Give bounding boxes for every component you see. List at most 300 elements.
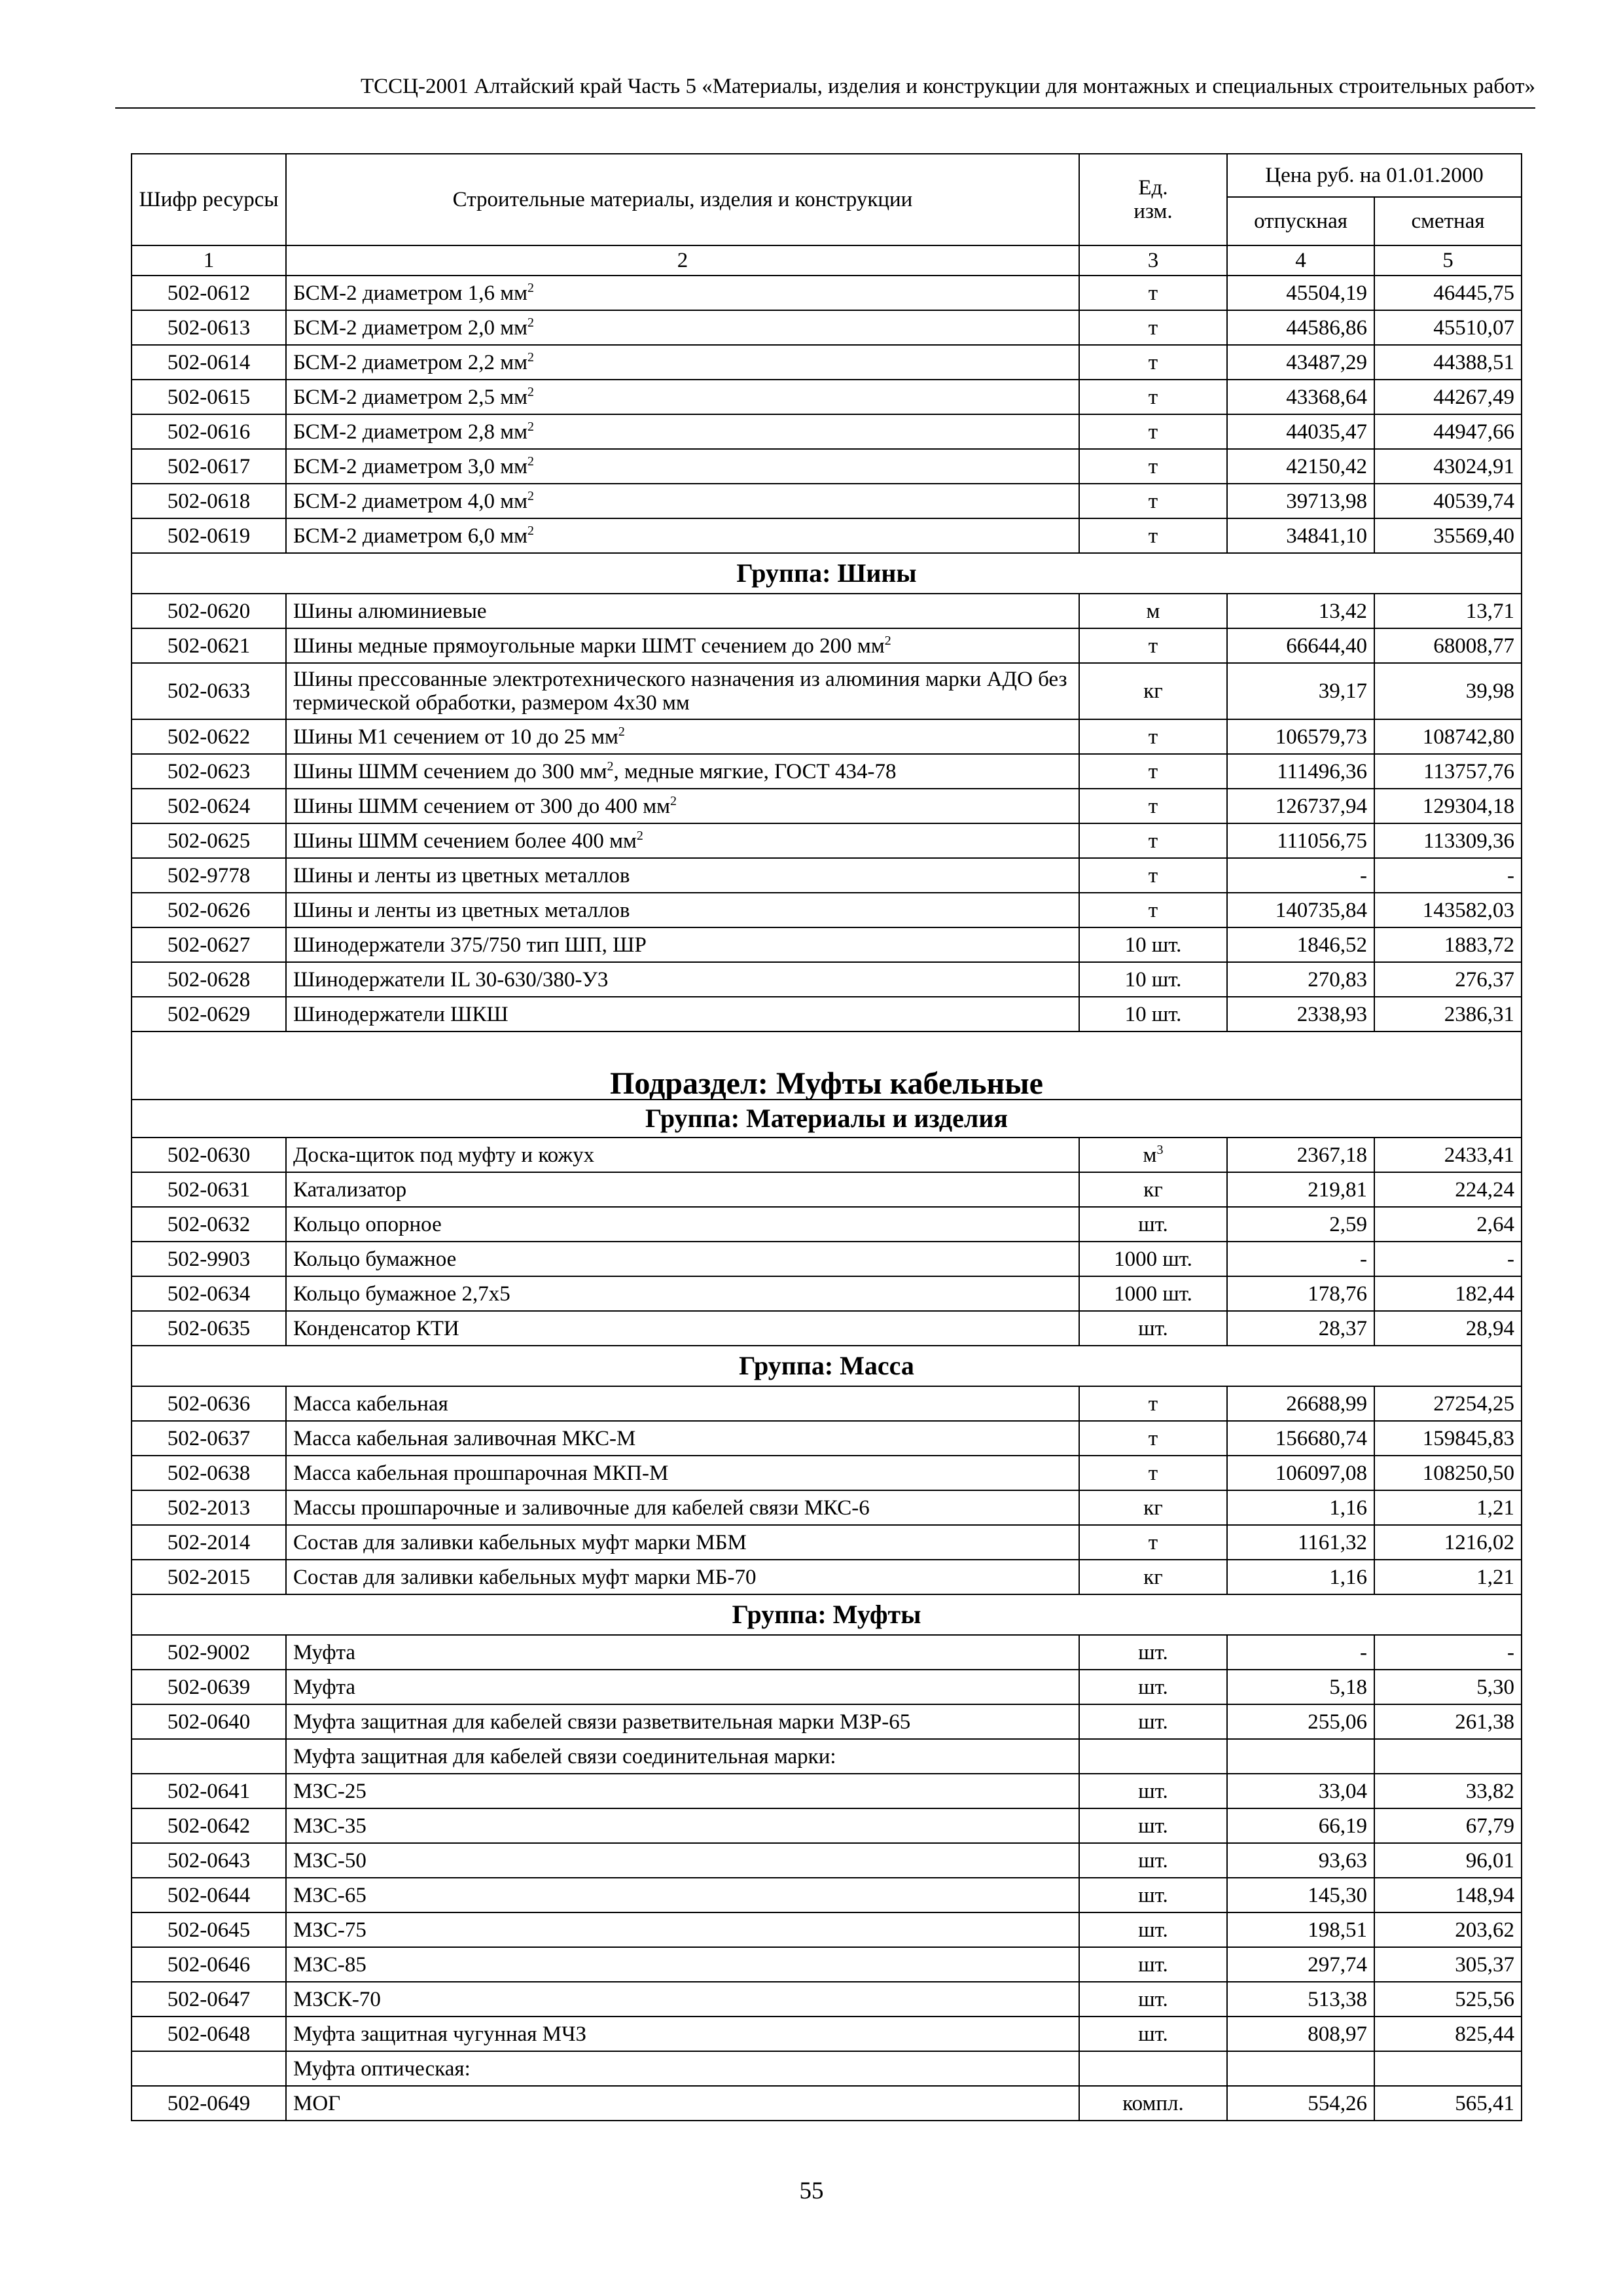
estimate-price: 113309,36 [1374,823,1522,858]
table-row [132,823,1522,858]
unit [1079,1276,1227,1311]
material-name-text: Муфта защитная для кабелей связи разветвительная марки МЗР-65 [293,1710,911,1734]
material-name-text: Шины и ленты из цветных металлов [293,863,630,888]
superscript: 2 [527,280,535,295]
table-row [132,1670,1522,1704]
estimate-price: 1216,02 [1374,1525,1522,1560]
unit [1079,789,1227,823]
resource-code: 502-0640 [132,1704,286,1739]
release-price: 2338,93 [1227,997,1374,1031]
release-price: 43368,64 [1227,380,1374,414]
material-name [286,1878,1079,1912]
material-name [286,893,1079,927]
table-row [132,1456,1522,1490]
table-row [132,1276,1522,1311]
resource-code: 502-0645 [132,1912,286,1947]
unit-text: 10 шт. [1124,933,1182,957]
unit [1079,380,1227,414]
resource-code: 502-0626 [132,893,286,927]
material-name-text: Шины ШММ сечением более 400 мм [293,829,637,853]
material-name [286,1739,1079,1774]
resource-code: 502-0647 [132,1982,286,2017]
unit-text: шт. [1138,1918,1168,1942]
unit-text: т [1148,1426,1158,1450]
material-name [286,1276,1079,1311]
resource-code: 502-0639 [132,1670,286,1704]
resource-code: 502-0634 [132,1276,286,1311]
unit [1079,1739,1227,1774]
table-row [132,1490,1522,1525]
estimate-price: - [1374,858,1522,893]
resource-code: 502-0615 [132,380,286,414]
table-row [132,276,1522,310]
unit-text: т [1148,1461,1158,1485]
resource-code: 502-2014 [132,1525,286,1560]
unit-text: т [1148,420,1158,444]
estimate-price: 261,38 [1374,1704,1522,1739]
material-name [286,1456,1079,1490]
table-row [132,1808,1522,1843]
unit-text: м [1146,599,1160,623]
table-row [132,1947,1522,1982]
resource-code: 502-0619 [132,518,286,553]
estimate-price: 143582,03 [1374,893,1522,927]
unit [1079,1774,1227,1808]
resource-code: 502-0624 [132,789,286,823]
estimate-price: 525,56 [1374,1982,1522,2017]
unit [1079,927,1227,962]
material-name-text: Состав для заливки кабельных муфт марки МБ-70 [293,1565,757,1589]
table-row [132,628,1522,663]
estimate-price: 159845,83 [1374,1421,1522,1456]
group-title: Группа: Масса [132,1346,1522,1386]
unit [1079,628,1227,663]
material-name-text: Шинодержатели ШКШ [293,1002,508,1026]
estimate-price: 44267,49 [1374,380,1522,414]
unit-text: шт. [1138,1710,1168,1734]
material-name-text: МЗС-35 [293,1814,366,1838]
unit [1079,1456,1227,1490]
estimate-price: 108250,50 [1374,1456,1522,1490]
estimate-price: 1,21 [1374,1490,1522,1525]
material-name [286,927,1079,962]
material-name-text: Шинодержатели IL 30-630/380-У3 [293,967,609,992]
material-name [286,449,1079,484]
unit [1079,1635,1227,1670]
material-name [286,628,1079,663]
group-heading-row [132,553,1522,594]
material-name [286,310,1079,345]
resource-code: 502-0638 [132,1456,286,1490]
release-price [1227,2051,1374,2086]
material-name-text: Состав для заливки кабельных муфт марки МБМ [293,1530,747,1554]
column-number: 2 [286,245,1079,276]
material-name [286,1843,1079,1878]
release-price: 198,51 [1227,1912,1374,1947]
table-row [132,962,1522,997]
estimate-price: 129304,18 [1374,789,1522,823]
material-name [286,1774,1079,1808]
header-price: Цена руб. на 01.01.2000 [1227,154,1522,197]
superscript: 2 [527,315,535,330]
release-price: 39,17 [1227,663,1374,719]
table-row [132,1311,1522,1346]
release-price: 1,16 [1227,1560,1374,1594]
table-row [132,1774,1522,1808]
unit [1079,1843,1227,1878]
table-row [132,1386,1522,1421]
estimate-price: 1,21 [1374,1560,1522,1594]
unit-text: т [1148,863,1158,888]
unit [1079,1878,1227,1912]
estimate-price: - [1374,1635,1522,1670]
resource-code: 502-0633 [132,663,286,719]
release-price: 111496,36 [1227,754,1374,789]
resource-code: 502-0631 [132,1172,286,1207]
material-name [286,1635,1079,1670]
unit [1079,276,1227,310]
release-price: 33,04 [1227,1774,1374,1808]
unit-text: шт. [1138,1952,1168,1977]
release-price: - [1227,1242,1374,1276]
column-number: 3 [1079,245,1227,276]
material-name [286,594,1079,628]
unit [1079,1490,1227,1525]
superscript: 2 [636,828,643,843]
unit [1079,414,1227,449]
header-code: Шифр ресурсы [132,154,286,245]
table-row [132,927,1522,962]
estimate-price: 182,44 [1374,1276,1522,1311]
unit [1079,2017,1227,2051]
table-row [132,345,1522,380]
unit [1079,1947,1227,1982]
estimate-price: 44388,51 [1374,345,1522,380]
estimate-price: 565,41 [1374,2086,1522,2121]
release-price: 26688,99 [1227,1386,1374,1421]
release-price: 145,30 [1227,1878,1374,1912]
resource-code: 502-0622 [132,719,286,754]
estimate-price [1374,1739,1522,1774]
material-name [286,276,1079,310]
table-row [132,1704,1522,1739]
material-name [286,1490,1079,1525]
material-name-text: БСМ-2 диаметром 3,0 мм [293,454,528,478]
resource-code: 502-0637 [132,1421,286,1456]
material-name [286,1912,1079,1947]
unit-text: т [1148,1391,1158,1416]
resource-code [132,1739,286,1774]
unit [1079,449,1227,484]
material-name-text: МЗС-50 [293,1848,366,1873]
release-price: 1846,52 [1227,927,1374,962]
release-price: 270,83 [1227,962,1374,997]
material-name-text: Шины ШММ сечением от 300 до 400 мм [293,794,671,818]
resource-code: 502-0629 [132,997,286,1031]
page-number: 55 [799,2178,824,2204]
material-name [286,789,1079,823]
material-name-text: Муфта [293,1675,356,1699]
release-price: 126737,94 [1227,789,1374,823]
material-name [286,345,1079,380]
subheading-row [132,2051,1522,2086]
unit [1079,1138,1227,1172]
unit-text: шт. [1138,1316,1168,1340]
material-name-text: БСМ-2 диаметром 2,0 мм [293,315,528,340]
group-heading-row [132,1346,1522,1386]
release-price: 140735,84 [1227,893,1374,927]
estimate-price: 13,71 [1374,594,1522,628]
release-price: 66644,40 [1227,628,1374,663]
release-price: 2367,18 [1227,1138,1374,1172]
unit-text: кг [1143,1496,1163,1520]
resource-code: 502-0636 [132,1386,286,1421]
estimate-price: 305,37 [1374,1947,1522,1982]
table-row [132,1560,1522,1594]
estimate-price: 148,94 [1374,1878,1522,1912]
table-row [132,2086,1522,2121]
unit [1079,2051,1227,2086]
superscript: 2 [607,759,614,774]
estimate-price: 203,62 [1374,1912,1522,1947]
unit [1079,1242,1227,1276]
page-header [115,73,1535,109]
unit-text: шт. [1138,1883,1168,1907]
unit [1079,1207,1227,1242]
material-name-text: Шины медные прямоугольные марки ШМТ сечением до 200 мм [293,634,885,658]
estimate-price [1374,2051,1522,2086]
estimate-price: 276,37 [1374,962,1522,997]
resource-code: 502-0641 [132,1774,286,1808]
unit [1079,1421,1227,1456]
unit-text: 1000 шт. [1114,1247,1192,1271]
estimate-price: 35569,40 [1374,518,1522,553]
unit [1079,1670,1227,1704]
material-name-text: БСМ-2 диаметром 6,0 мм [293,524,528,548]
document-title: ТССЦ-2001 Алтайский край Часть 5 «Материалы, изделия и конструкции для монтажных и специальных строительных работ» [360,75,1535,98]
unit-text: кг [1143,1565,1163,1589]
estimate-price: 108742,80 [1374,719,1522,754]
unit-text: шт. [1138,1987,1168,2011]
unit [1079,663,1227,719]
resource-code: 502-9002 [132,1635,286,1670]
resource-code: 502-0623 [132,754,286,789]
unit [1079,823,1227,858]
material-name [286,663,1079,719]
material-name-text: Катализатор [293,1177,407,1202]
unit-text: шт. [1138,1814,1168,1838]
release-price: 111056,75 [1227,823,1374,858]
resource-code: 502-9903 [132,1242,286,1276]
material-name [286,484,1079,518]
release-price: 808,97 [1227,2017,1374,2051]
release-price: 1,16 [1227,1490,1374,1525]
unit-text: т [1148,1530,1158,1554]
estimate-price: 28,94 [1374,1311,1522,1346]
material-name-text: МЗСК-70 [293,1987,381,2011]
material-name-text: Шины прессованные электротехнического назначения из алюминия марки АДО без термической обработки, размером 4х30 мм [293,668,1067,715]
material-name [286,1242,1079,1276]
material-name-text: МЗС-25 [293,1779,366,1803]
table-row [132,663,1522,719]
release-price: 28,37 [1227,1311,1374,1346]
table-row [132,1242,1522,1276]
unit-text: т [1148,350,1158,374]
table-row [132,789,1522,823]
resource-code: 502-0620 [132,594,286,628]
estimate-price: 39,98 [1374,663,1522,719]
material-name-continuation: , медные мягкие, ГОСТ 434-78 [613,759,897,783]
unit-text: шт. [1138,1212,1168,1236]
resource-code: 502-2013 [132,1490,286,1525]
table-row [132,414,1522,449]
unit [1079,1311,1227,1346]
unit [1079,1525,1227,1560]
resource-code: 502-0612 [132,276,286,310]
unit-text: т [1148,898,1158,922]
material-name [286,997,1079,1031]
table-row [132,380,1522,414]
material-name-text: Шины алюминиевые [293,599,487,623]
material-name-text: Кольцо опорное [293,1212,442,1236]
table-row [132,1138,1522,1172]
estimate-price: - [1374,1242,1522,1276]
unit-text: 10 шт. [1124,1002,1182,1026]
material-name [286,1207,1079,1242]
resource-code: 502-0627 [132,927,286,962]
estimate-price: 2,64 [1374,1207,1522,1242]
header-release-price: отпускная [1227,197,1374,245]
subsection-title: Подраздел: Муфты кабельные [132,1031,1522,1100]
material-name [286,1808,1079,1843]
superscript: 2 [527,419,535,434]
material-name [286,518,1079,553]
release-price: 44586,86 [1227,310,1374,345]
unit [1079,754,1227,789]
material-name [286,1386,1079,1421]
release-price: 45504,19 [1227,276,1374,310]
material-name-text: Шины ШММ сечением до 300 мм [293,759,607,783]
release-price: 554,26 [1227,2086,1374,2121]
estimate-price: 45510,07 [1374,310,1522,345]
release-price: 44035,47 [1227,414,1374,449]
material-name-text: Муфта оптическая: [293,2056,471,2081]
estimate-price: 825,44 [1374,2017,1522,2051]
unit-text: т [1148,759,1158,783]
material-name-text: Муфта защитная чугунная МЧЗ [293,2022,587,2046]
release-price: 34841,10 [1227,518,1374,553]
resource-code: 502-0618 [132,484,286,518]
material-name-text: Кольцо бумажное 2,7х5 [293,1282,510,1306]
group-title: Группа: Шины [132,553,1522,594]
material-name-text: БСМ-2 диаметром 2,2 мм [293,350,528,374]
unit-text: шт. [1138,1640,1168,1664]
resource-code: 502-0632 [132,1207,286,1242]
material-name [286,414,1079,449]
table-row [132,1421,1522,1456]
unit [1079,484,1227,518]
unit [1079,1808,1227,1843]
unit-text: кг [1143,1177,1163,1202]
material-name-text: БСМ-2 диаметром 2,8 мм [293,420,528,444]
material-name [286,754,1079,789]
resource-code: 502-0649 [132,2086,286,2121]
unit-text: т [1148,524,1158,548]
unit [1079,310,1227,345]
unit [1079,1912,1227,1947]
unit-text: т [1148,829,1158,853]
unit [1079,719,1227,754]
estimate-price: 33,82 [1374,1774,1522,1808]
table-row [132,1207,1522,1242]
release-price: 66,19 [1227,1808,1374,1843]
material-name-text: Масса кабельная [293,1391,448,1416]
table-body [132,276,1522,2121]
column-number: 4 [1227,245,1374,276]
resource-code: 502-0635 [132,1311,286,1346]
release-price: - [1227,858,1374,893]
unit [1079,1704,1227,1739]
table-row [132,310,1522,345]
material-name-text: МОГ [293,2091,341,2115]
table-row [132,1982,1522,2017]
unit-text: т [1148,454,1158,478]
material-name-text: БСМ-2 диаметром 4,0 мм [293,489,528,513]
release-price: 43487,29 [1227,345,1374,380]
material-name [286,1704,1079,1739]
material-name-text: Доска-щиток под муфту и кожух [293,1143,595,1167]
resource-code: 502-0643 [132,1843,286,1878]
material-name-text: Шины М1 сечением от 10 до 25 мм [293,725,618,749]
group-title: Группа: Материалы и изделия [132,1100,1522,1138]
release-price: 106097,08 [1227,1456,1374,1490]
material-name [286,1982,1079,2017]
resource-code: 502-0616 [132,414,286,449]
unit [1079,518,1227,553]
resource-code: 502-0625 [132,823,286,858]
resource-code: 502-0646 [132,1947,286,1982]
release-price: 5,18 [1227,1670,1374,1704]
material-name [286,2086,1079,2121]
superscript: 2 [527,454,535,469]
table-row [132,719,1522,754]
material-name-text: МЗС-75 [293,1918,366,1942]
material-name [286,1670,1079,1704]
unit-text: т [1148,794,1158,818]
unit-text: шт. [1138,2022,1168,2046]
material-name [286,1525,1079,1560]
material-name [286,1947,1079,1982]
material-name [286,380,1079,414]
unit-text: т [1148,725,1158,749]
table-row [132,893,1522,927]
unit-text: т [1148,315,1158,340]
resource-code: 502-0642 [132,1808,286,1843]
unit-text: т [1148,385,1158,409]
superscript: 2 [884,633,891,648]
material-name [286,1172,1079,1207]
unit-text: 10 шт. [1124,967,1182,992]
group-heading-row [132,1100,1522,1138]
estimate-price: 2386,31 [1374,997,1522,1031]
resource-code: 502-0614 [132,345,286,380]
unit [1079,594,1227,628]
unit [1079,997,1227,1031]
unit-text: шт. [1138,1779,1168,1803]
material-name [286,719,1079,754]
table-row [132,518,1522,553]
unit [1079,858,1227,893]
